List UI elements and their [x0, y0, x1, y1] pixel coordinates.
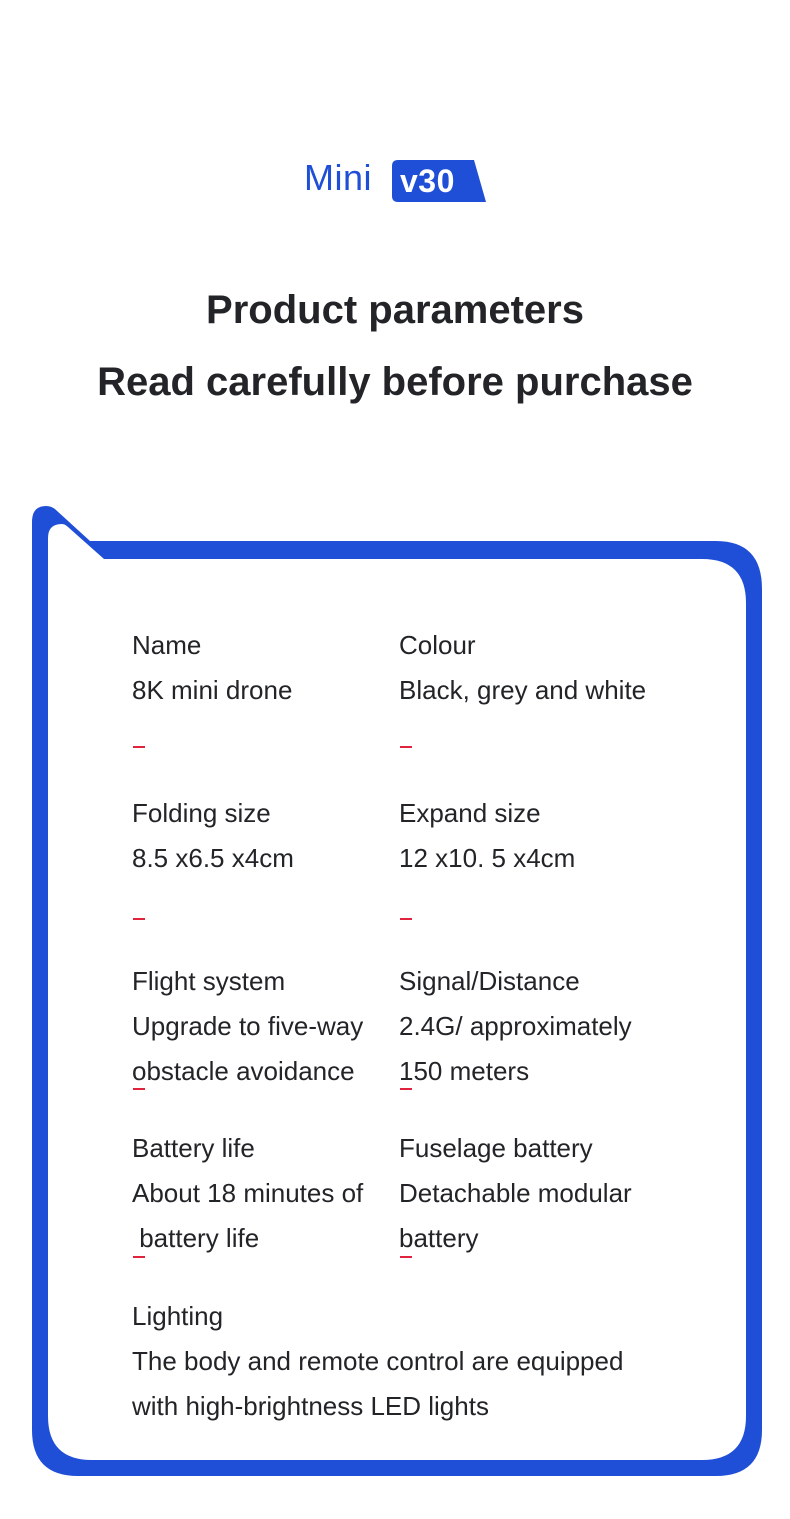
spec-battery-life [132, 1126, 363, 1261]
separator-dash [400, 918, 412, 920]
spec-value: 8K mini drone [132, 675, 293, 705]
spec-expand-size [399, 791, 575, 881]
spec-label: Folding size [132, 798, 271, 828]
spec-value: 8.5 x6.5 x4cm [132, 843, 294, 873]
spec-value: Detachable modular [399, 1178, 632, 1208]
separator-dash [400, 1088, 412, 1090]
separator-dash [133, 1256, 145, 1258]
spec-value: About 18 minutes of [132, 1178, 364, 1208]
spec-label: Expand size [399, 798, 541, 828]
spec-value: Black, grey and white [399, 675, 647, 705]
spec-signal-distance [399, 959, 632, 1094]
spec-label: Battery life [132, 1133, 255, 1163]
spec-label: Signal/Distance [399, 966, 580, 996]
spec-name [132, 623, 292, 713]
spec-label: Flight system [132, 966, 286, 996]
page-subtitle: Read carefully before purchase [97, 360, 693, 404]
spec-value: The body and remote control are equipped [132, 1346, 624, 1376]
spec-value: obstacle avoidance [132, 1056, 355, 1086]
spec-value: battery life [132, 1223, 260, 1253]
spec-label: Fuselage battery [399, 1133, 593, 1163]
spec-value: 2.4G/ approximately [399, 1011, 632, 1041]
spec-value: 12 x10. 5 x4cm [399, 843, 576, 873]
spec-value: Upgrade to five-way [132, 1011, 364, 1041]
spec-value: battery [399, 1223, 479, 1253]
spec-value: with high-brightness LED lights [132, 1391, 489, 1421]
logo-text: Mini [304, 157, 373, 198]
spec-flight-system [132, 959, 363, 1094]
separator-dash [133, 918, 145, 920]
separator-dash [400, 746, 412, 748]
logo-badge-text: v30 [400, 163, 455, 199]
spec-folding-size [132, 791, 294, 881]
spec-label: Lighting [132, 1301, 224, 1331]
separator-dash [133, 1088, 145, 1090]
spec-lighting [132, 1294, 623, 1429]
spec-fuselage-battery [399, 1126, 632, 1261]
separator-dash [400, 1256, 412, 1258]
spec-label: Colour [399, 630, 476, 660]
separator-dash [133, 746, 145, 748]
spec-label: Name [132, 630, 202, 660]
spec-colour [399, 623, 646, 713]
page-title: Product parameters [206, 288, 584, 332]
spec-value: 150 meters [399, 1056, 530, 1086]
